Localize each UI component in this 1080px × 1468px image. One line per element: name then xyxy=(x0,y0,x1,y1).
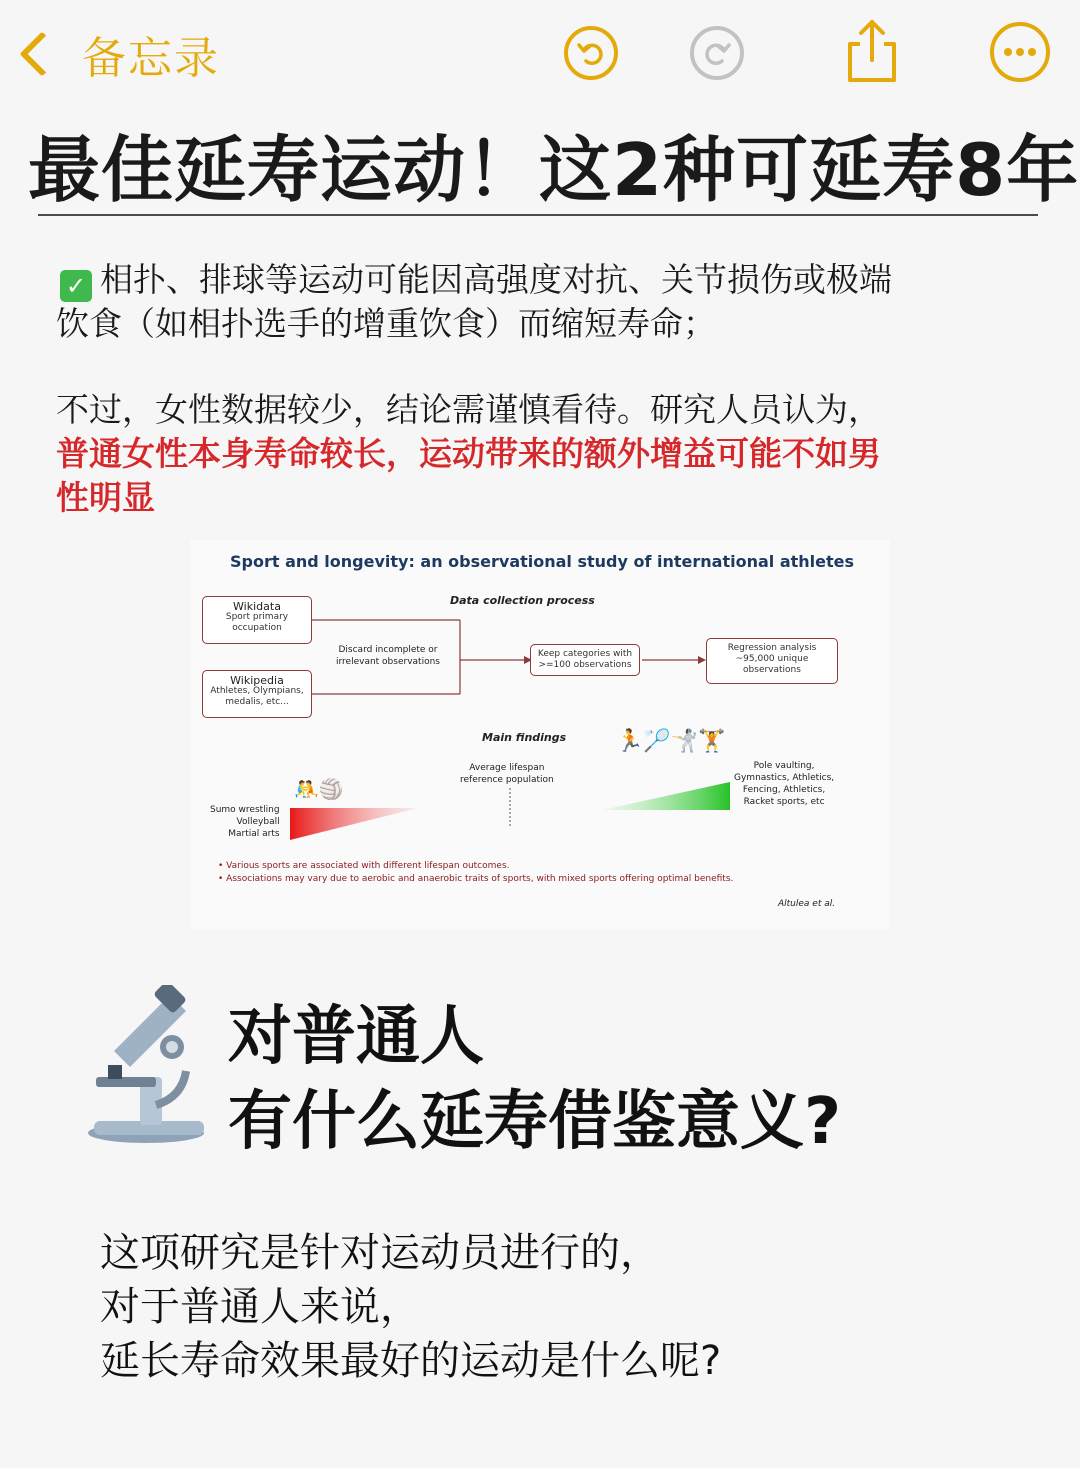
wikipedia-title: Wikipedia xyxy=(230,674,284,687)
keep-line1: Keep categories with xyxy=(537,649,633,659)
athletics-icons: 🏃🏸🤺🏋 xyxy=(616,729,726,754)
redo-icon xyxy=(700,36,734,70)
wikipedia-sub1: Athletes, Olympians, xyxy=(210,686,304,696)
undo-icon xyxy=(574,36,608,70)
section-heading-2[interactable]: 有什么延寿借鉴意义? xyxy=(228,1085,842,1159)
wikipedia-box xyxy=(202,670,312,718)
undo-button[interactable] xyxy=(564,26,618,80)
wikipedia-sub2: medalis, etc... xyxy=(225,697,289,707)
avg-line1: Average lifespan xyxy=(469,763,545,773)
para2-red-line1: 普通女性本身寿命较长，运动带来的额外增益可能不如男 xyxy=(56,434,881,473)
paragraph-2[interactable] xyxy=(56,388,996,520)
wikidata-box xyxy=(202,596,312,644)
contact-sports-icon: 🤼🏐 xyxy=(294,777,344,801)
discard-line2: irrelevant observations xyxy=(336,657,440,667)
study-figure xyxy=(190,540,890,930)
share-icon xyxy=(840,18,904,84)
regression-line1: Regression analysis xyxy=(727,643,817,653)
microscope-icon xyxy=(86,985,208,1145)
para1-line2: 饮食（如相扑选手的增重饮食）而缩短寿命； xyxy=(56,304,716,343)
wikidata-sub1: Sport primary xyxy=(225,612,289,622)
chevron-left-icon xyxy=(19,31,64,76)
neg-line3: Martial arts xyxy=(228,829,280,839)
findings-label: Main findings xyxy=(482,731,567,744)
keep-box xyxy=(530,644,640,676)
check-mark-icon: ✓ xyxy=(60,270,92,302)
body-paragraph[interactable] xyxy=(100,1226,721,1388)
body-line1: 这项研究是针对运动员进行的， xyxy=(100,1230,660,1276)
figure-credit: Altulea et al. xyxy=(778,899,836,909)
share-button[interactable] xyxy=(840,18,904,84)
back-label: 备忘录 xyxy=(82,33,220,84)
neg-line1: Sumo wrestling xyxy=(210,805,280,815)
figure-bullets: • Various sports are associated with different lifespan outcomes. • Associations may vary due to aerobic and anaerobic traits of sports, with mixed sports offering optimal benefits. xyxy=(218,861,734,884)
discard-line1: Discard incomplete or xyxy=(338,645,438,655)
back-button[interactable] xyxy=(12,22,220,86)
keep-line2: >=100 observations xyxy=(538,660,632,670)
wikidata-title: Wikidata xyxy=(233,600,281,613)
discard-note xyxy=(336,644,440,668)
bullet-1: Various sports are associated with different lifespan outcomes. xyxy=(226,861,510,871)
redo-button[interactable] xyxy=(690,26,744,80)
wikidata-sub2: occupation xyxy=(232,623,282,633)
body-line2: 对于普通人来说， xyxy=(100,1284,420,1330)
pos-line3: Fencing, Athletics, xyxy=(742,785,826,795)
process-label: Data collection process xyxy=(450,594,595,607)
more-icon xyxy=(1002,46,1038,58)
para2-normal: 不过，女性数据较少，结论需谨慎看待。研究人员认为， xyxy=(56,390,881,429)
regression-line2: ~95,000 unique xyxy=(735,654,809,664)
title-divider xyxy=(38,214,1038,216)
regression-line3: observations xyxy=(743,665,801,675)
bullet-2: Associations may vary due to aerobic and anaerobic traits of sports, with mixed sports offering optimal benefits. xyxy=(226,874,734,884)
negative-sports xyxy=(210,804,280,840)
more-button[interactable] xyxy=(990,22,1050,82)
neg-line2: Volleyball xyxy=(236,817,280,827)
para1-line1: 相扑、排球等运动可能因高强度对抗、关节损伤或极端 xyxy=(100,260,892,299)
pos-line4: Racket sports, etc xyxy=(743,797,825,807)
section-heading-1[interactable]: 对普通人 xyxy=(228,1000,484,1074)
average-lifespan-note xyxy=(460,762,554,786)
pos-line2: Gymnastics, Athletics, xyxy=(734,773,835,783)
paragraph-1[interactable] xyxy=(56,258,996,346)
para2-red-line2: 性明显 xyxy=(56,478,155,517)
body-line3: 延长寿命效果最好的运动是什么呢? xyxy=(100,1338,722,1384)
avg-line2: reference population xyxy=(460,775,554,785)
note-title[interactable]: 最佳延寿运动！这2种可延寿8年 xyxy=(28,128,1080,212)
pos-line1: Pole vaulting, xyxy=(753,761,815,771)
positive-sports xyxy=(734,760,834,808)
regression-box xyxy=(706,638,838,684)
figure-title: Sport and longevity: an observational study of international athletes xyxy=(230,552,855,571)
